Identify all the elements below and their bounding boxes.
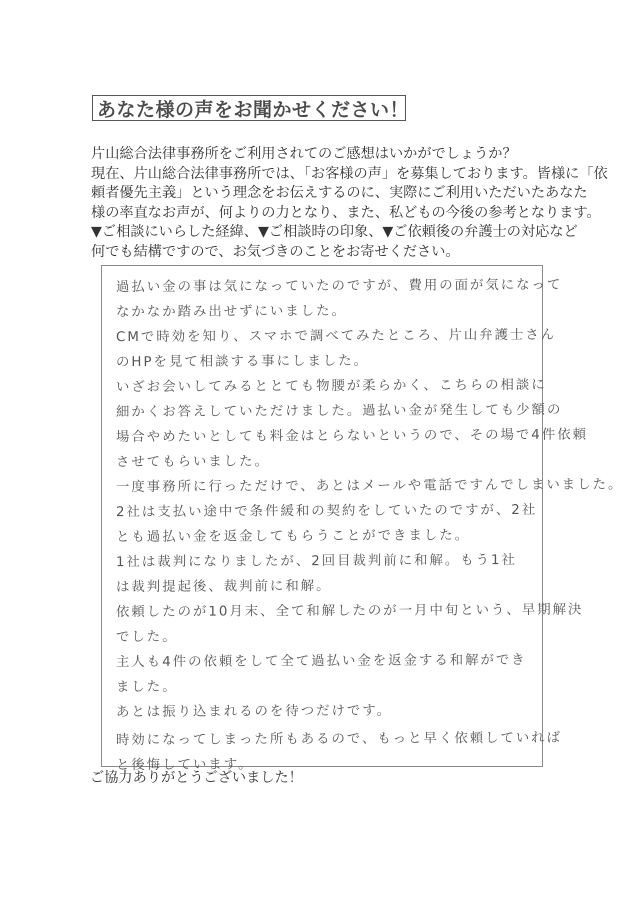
title-box — [92, 95, 410, 121]
handwritten-line: 1社は裁判になりましたが、2回目裁判前に和解。もう1社 — [115, 552, 517, 571]
handwritten-line: のHPを見て相談する事にしました。 — [115, 353, 370, 371]
handwritten-line: とも過払い金を返金してもらうことができました。 — [115, 528, 471, 546]
handwritten-line: 場合やめたいとしても料金はとらないというので、その場で4件依頼 — [115, 427, 589, 446]
handwritten-line: 依頼したのが10月末、全て和解したのが一月中旬という、早期解決 — [115, 602, 584, 621]
handwritten-line: いざお会いしてみるととても物腰が柔らかく、こちらの相談に — [115, 377, 547, 396]
handwritten-response-box — [101, 265, 624, 774]
handwritten-line: あとは振り込まれるのを待つだけです。 — [115, 703, 393, 721]
handwritten-line: CMで時効を知り、スマホで調べてみたところ、片山弁護士さん — [115, 327, 557, 346]
handwritten-line: と後悔しています。 — [115, 757, 254, 774]
handwritten-response — [115, 274, 624, 777]
intro-line: 現在、片山総合法律事務所では、「お客様の声」を募集しております。皆様に「依 — [91, 165, 608, 182]
intro-line: 片山総合法律事務所をご利用されてのご感想はいかがでしょうか？ — [91, 146, 517, 162]
handwritten-line: は裁判提起後、裁判前に和解。 — [115, 578, 332, 596]
intro-line: 何でも結構ですので、お気づきのことをお寄せください。 — [91, 243, 460, 260]
intro-text — [91, 145, 608, 263]
intro-line: 様の率直なお声が、何よりの力となり、また、私どもの今後の参考となります。 — [91, 204, 601, 221]
handwritten-line: なかなか踏み出せずにいました。 — [115, 303, 347, 321]
handwritten-line: 時効になってしまった所もあるので、もっと早く依頼していれば — [115, 730, 563, 749]
handwritten-line: ました。 — [115, 679, 178, 696]
intro-line: 頼者優先主義」という理念をお伝えするのに、実際にご利用いただいたあなた — [91, 185, 588, 202]
handwritten-line: 主人も4件の依頼をして全て過払い金を返金する和解ができ — [115, 652, 527, 671]
handwritten-line: 細かくお答えしていただけました。過払い金が発生しても少額の — [115, 402, 563, 421]
handwritten-line: 2社は支払い途中で条件緩和の契約をしていたのですが、2社 — [115, 502, 538, 521]
handwritten-line: させてもらいました。 — [115, 454, 270, 471]
thanks-text: ご協力ありがとうございました！ — [90, 770, 303, 786]
page-title: あなた様の声をお聞かせください！ — [97, 98, 410, 121]
handwritten-line: 一度事務所に行っただけで、あとはメールや電話ですんでしまいました。 — [115, 477, 624, 496]
intro-line: ▼ご相談にいらした経緯、▼ご相談時の印象、▼ご依頼後の弁護士の対応など — [91, 224, 578, 241]
handwritten-line: でした。 — [115, 629, 178, 646]
handwritten-line: 過払い金の事は気になっていたのですが、費用の面が気になって — [115, 277, 563, 296]
